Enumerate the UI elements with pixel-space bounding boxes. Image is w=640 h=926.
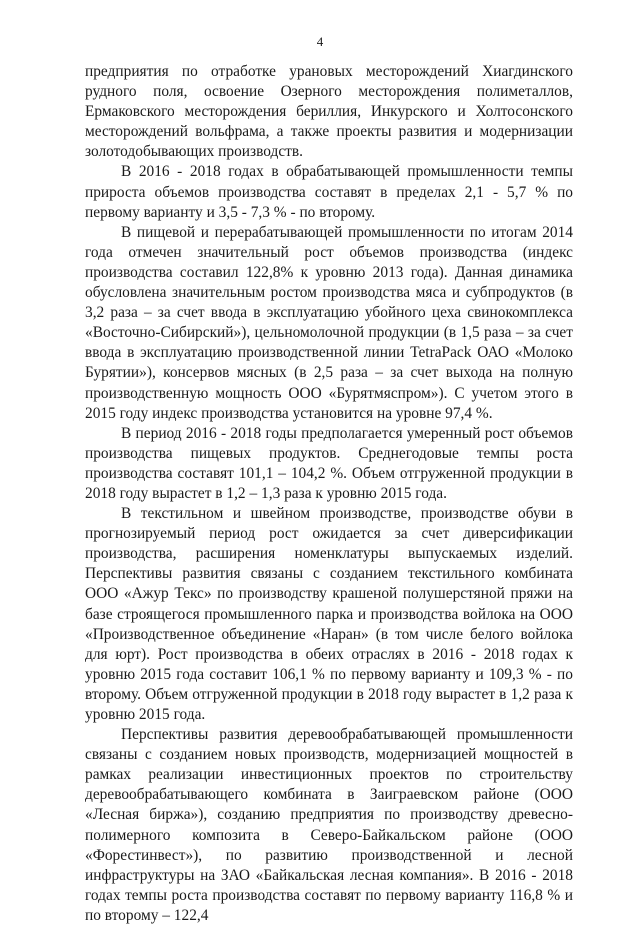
- document-body: [85, 62, 573, 926]
- paragraph-food-industry-forecast: В период 2016 - 2018 годы предполагается умеренный рост объемов производства пищевых продуктов. Среднегодовые темпы роста производства составят 101,1 – 104,2 %. Объем отгруженной продукции в 2018 году вырастет в 1,2 – 1,3 раза к уровню 2015 года.: [85, 424, 573, 502]
- paragraph-woodworking-industry: Перспективы развития деревообрабатывающей промышленности связаны с созданием новых производств, модернизацией мощностей в рамках реализации инвестиционных проектов по строительству деревообрабатывающего комбината в Заиграевском районе (ООО «Лесная биржа»), созданию предприятия по производству древесно-полимерного композита в Северо-Байкальском районе (ООО «Форестинвест»), по развитию производственной и лесной инфраструктуры на ЗАО «Байкальская лесная компания». В 2016 - 2018 годах темпы роста производства составят по первому варианту 116,8 % и по второму – 122,4: [85, 726, 573, 924]
- paragraph-manufacturing-growth: В 2016 - 2018 годах в обрабатывающей промышленности темпы прироста объемов производства составят в пределах 2,1 - 5,7 % по первому варианту и 3,5 - 7,3 % - по второму.: [85, 163, 573, 221]
- paragraph-mining-projects: предприятия по отработке урановых месторождений Хиагдинского рудного поля, освоение Озерного месторождения полиметаллов, Ермаковского месторождения бериллия, Инкурского и Холтосонского месторождений вольфрама, а также проекты развития и модернизации золотодобывающих производств.: [85, 63, 573, 161]
- paragraph-food-industry-2014: В пищевой и перерабатывающей промышленности по итогам 2014 года отмечен значительный рост объемов производства (индекс производства составил 122,8% к уровню 2013 года). Данная динамика обусловлена значительным ростом производства мяса и субпродуктов (в 3,2 раза – за счет ввода в эксплуатацию убойного цеха свинокомплекса «Восточно-Сибирский»), цельномолочной продукции (в 1,5 раза – за счет ввода в эксплуатацию производственной линии TetraPack ОАО «Молоко Бурятии»), консервов мясных (в 2,5 раза – за счет выхода на полную производственную мощность ООО «Бурятмяспром»). С учетом этого в 2015 году индекс производства установится на уровне 97,4 %.: [85, 223, 573, 422]
- paragraph-textile-industry: В текстильном и швейном производстве, производстве обуви в прогнозируемый период рост ожидается за счет диверсификации производства, расширения номенклатуры выпускаемых изделий. Перспективы развития связаны с созданием текстильного комбината ООО «Ажур Текс» по производству крашеной полушерстяной пряжи на базе строящегося промышленного парка и производства войлока на ООО «Производственное объединение «Наран» (в том числе белого войлока для юрт). Рост производства в обеих отраслях в 2016 - 2018 годах к уровню 2015 года составит 106,1 % по первому варианту и 109,3 % - по второму. Объем отгруженной продукции в 2018 году вырастет в 1,2 раза к уровню 2015 года.: [85, 505, 573, 723]
- page-number: 4: [316, 34, 324, 49]
